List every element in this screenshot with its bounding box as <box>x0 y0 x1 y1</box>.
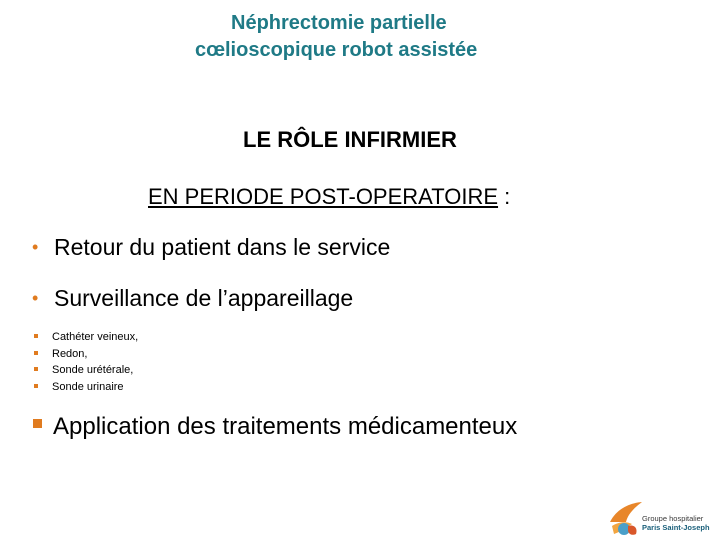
period-heading-suffix: : <box>498 184 511 209</box>
sublist-item <box>34 362 138 379</box>
logo-line-1: Groupe hospitalier <box>642 514 704 523</box>
square-bullet-icon <box>34 367 38 371</box>
bullet-dot-icon: • <box>32 237 39 257</box>
bullet-item <box>32 285 353 312</box>
sublist-item <box>34 329 138 346</box>
logo-line-2: Paris Saint-Joseph <box>642 523 710 532</box>
title-line-1: Néphrectomie partielle <box>231 12 447 34</box>
period-heading-text: EN PERIODE POST-OPERATOIRE <box>148 184 499 209</box>
bullet-item <box>32 234 390 261</box>
sublist-item <box>34 346 138 363</box>
period-heading <box>148 184 510 210</box>
role-heading: LE RÔLE INFIRMIER <box>243 127 457 152</box>
bullet-text: Retour du patient dans le service <box>54 234 391 260</box>
square-bullet-icon <box>34 351 38 355</box>
square-bullet-icon <box>34 384 38 388</box>
slide-title <box>195 10 555 64</box>
bullet-item-treatment <box>33 413 517 441</box>
sublist-item-text: Redon, <box>52 347 88 360</box>
sublist-item-text: Sonde urinaire <box>52 380 124 393</box>
title-line-2: cœlioscopique robot assistée <box>195 39 478 61</box>
equipment-sublist <box>34 329 138 395</box>
bullet-dot-icon: • <box>32 288 39 308</box>
bullet-text: Application des traitements médicamenteux <box>53 413 518 440</box>
square-bullet-icon <box>33 419 42 428</box>
hospital-logo <box>608 500 718 538</box>
sublist-item-text: Cathéter veineux, <box>52 331 139 343</box>
bullet-text: Surveillance de l’appareillage <box>54 285 354 311</box>
sublist-item <box>34 379 138 396</box>
logo-text <box>642 514 710 532</box>
square-bullet-icon <box>34 334 38 338</box>
sublist-item-text: Sonde urétérale, <box>52 364 134 376</box>
